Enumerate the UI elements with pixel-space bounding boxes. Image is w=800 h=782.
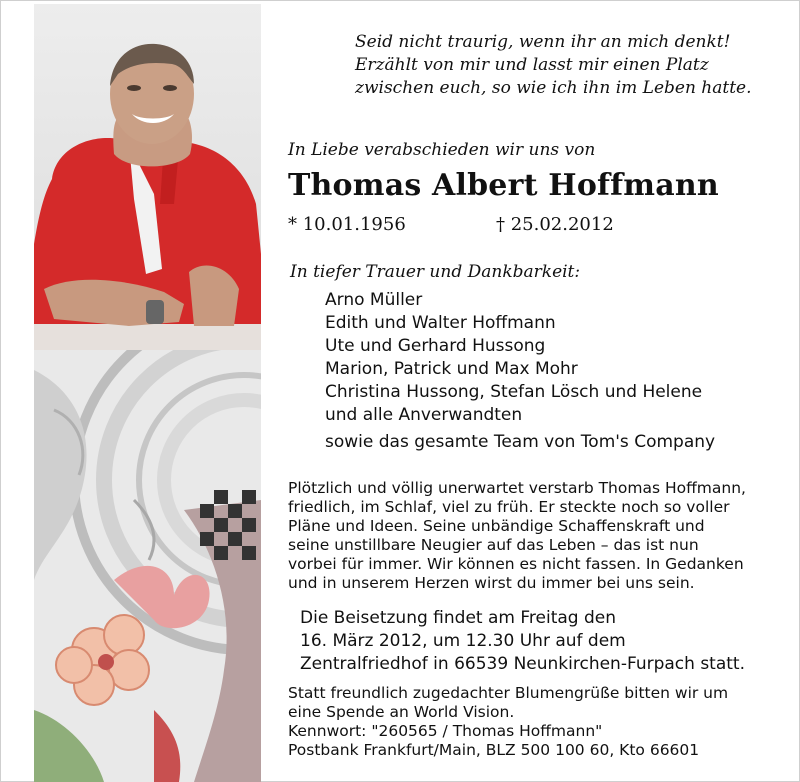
death-date: † 25.02.2012 bbox=[496, 214, 614, 235]
funeral-line: 16. März 2012, um 12.30 Uhr auf dem bbox=[300, 631, 626, 651]
quote-line: zwischen euch, so wie ich ihn im Leben hatte. bbox=[355, 78, 752, 98]
left-image-column bbox=[34, 4, 261, 782]
donation-line: eine Spende an World Vision. bbox=[288, 703, 515, 721]
team-line: sowie das gesamte Team von Tom's Company bbox=[325, 432, 716, 452]
mourner-line: Ute und Gerhard Hussong bbox=[325, 336, 546, 356]
quote-line: Seid nicht traurig, wenn ihr an mich denkt! bbox=[355, 32, 731, 52]
mourner-line: und alle Anverwandten bbox=[325, 405, 523, 425]
message-line: Plötzlich und völlig unerwartet verstarb Thomas Hoffmann, bbox=[288, 479, 746, 497]
portrait-photo bbox=[34, 4, 261, 350]
funeral-line: Die Beisetzung findet am Freitag den bbox=[300, 608, 616, 628]
message-line: friedlich, im Schlaf, viel zu früh. Er steckte noch so voller bbox=[288, 498, 730, 516]
deceased-name: Thomas Albert Hoffmann bbox=[288, 168, 719, 203]
decorative-artwork bbox=[34, 350, 261, 782]
mourning-heading: In tiefer Trauer und Dankbarkeit: bbox=[290, 262, 581, 282]
funeral-line: Zentralfriedhof in 66539 Neunkirchen-Furpach statt. bbox=[300, 654, 745, 674]
birth-date: * 10.01.1956 bbox=[288, 214, 406, 235]
message-line: seine unstillbare Neugier auf das Leben – das ist nun bbox=[288, 536, 699, 554]
mourner-line: Christina Hussong, Stefan Lösch und Helene bbox=[325, 382, 703, 402]
mourner-line: Edith und Walter Hoffmann bbox=[325, 313, 556, 333]
mourner-line: Marion, Patrick und Max Mohr bbox=[325, 359, 578, 379]
intro-line: In Liebe verabschieden wir uns von bbox=[288, 140, 596, 160]
message-line: und in unserem Herzen wirst du immer bei uns sein. bbox=[288, 574, 695, 592]
donation-line: Statt freundlich zugedachter Blumengrüße bitten wir um bbox=[288, 684, 729, 702]
message-line: Pläne und Ideen. Seine unbändige Schaffenskraft und bbox=[288, 517, 705, 535]
message-line: vorbei für immer. Wir können es nicht fassen. In Gedanken bbox=[288, 555, 744, 573]
quote-line: Erzählt von mir und lasst mir einen Platz bbox=[355, 55, 709, 75]
donation-line: Kennwort: "260565 / Thomas Hoffmann" bbox=[288, 722, 603, 740]
mourner-line: Arno Müller bbox=[325, 290, 423, 310]
donation-line: Postbank Frankfurt/Main, BLZ 500 100 60, Kto 66601 bbox=[288, 741, 700, 759]
